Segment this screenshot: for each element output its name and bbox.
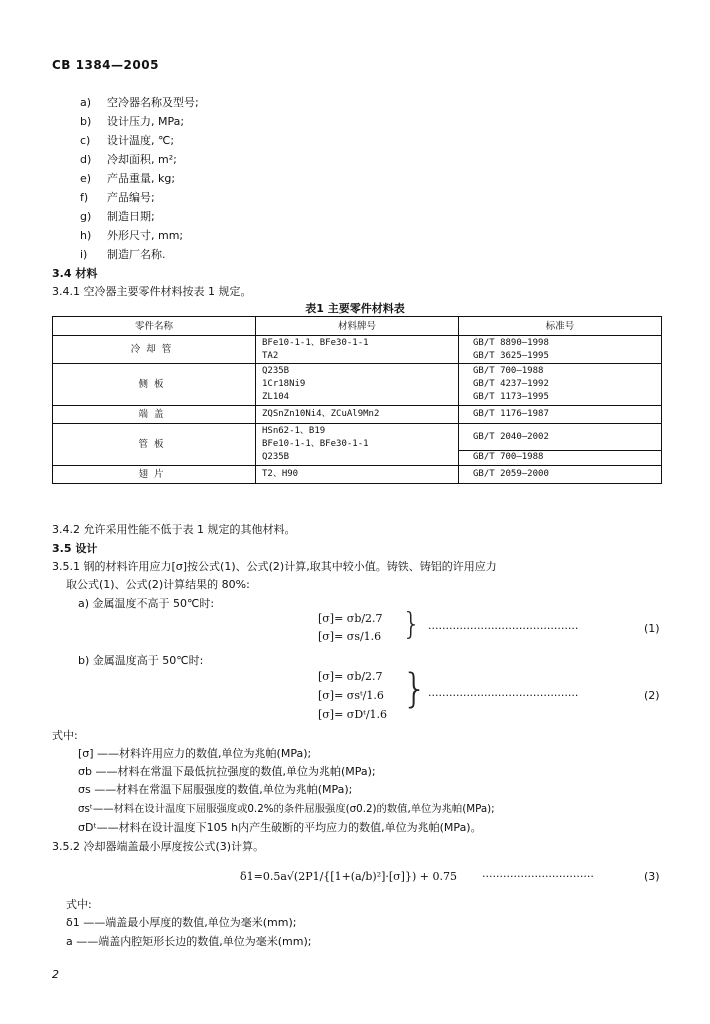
list-item: b) 设计压力, MPa; bbox=[80, 115, 185, 128]
paragraph: 3.5.2 冷却器端盖最小厚度按公式(3)计算。 bbox=[52, 840, 265, 853]
equation-number: (3) bbox=[644, 870, 660, 883]
case-label: a) 金属温度不高于 50℃时: bbox=[78, 597, 215, 610]
list-item: c) 设计温度, ℃; bbox=[80, 134, 175, 147]
list-item: i) 制造厂名称. bbox=[80, 248, 166, 261]
list-item: g) 制造日期; bbox=[80, 210, 155, 223]
formula-line: [σ]= σb/2.7 bbox=[318, 670, 383, 683]
table-row bbox=[53, 424, 662, 466]
material-cell: BFe10-1-1、BFe30-1-1 TA2 bbox=[256, 336, 459, 364]
formula-line: [σ]= σDᵗ/1.6 bbox=[318, 708, 388, 721]
standard-cell: GB/T 2040—2002 GB/T 700—1988 bbox=[459, 424, 662, 466]
part-name-cell: 管板 bbox=[53, 424, 256, 466]
table-row bbox=[53, 406, 662, 424]
leader-dots: ··········································· bbox=[428, 622, 579, 635]
doc-header: CB 1384—2005 bbox=[52, 58, 159, 72]
part-name-cell: 侧板 bbox=[53, 364, 256, 406]
section-heading: 3.5 设计 bbox=[52, 542, 98, 555]
standard-cell: GB/T 8890—1998 GB/T 3625—1995 bbox=[459, 336, 662, 364]
column-header: 标准号 bbox=[459, 317, 662, 336]
material-cell: ZQSnZn10Ni4、ZCuAl9Mn2 bbox=[256, 406, 459, 424]
table-row bbox=[53, 336, 662, 364]
definition: δ1 ——端盖最小厚度的数值,单位为毫米(mm); bbox=[66, 916, 297, 929]
list-item: f) 产品编号; bbox=[80, 191, 155, 204]
material-cell: T2、H90 bbox=[256, 466, 459, 484]
table-title: 表1 主要零件材料表 bbox=[305, 302, 405, 315]
equation-number: (1) bbox=[644, 622, 660, 635]
part-name-cell: 翅片 bbox=[53, 466, 256, 484]
table-row bbox=[53, 466, 662, 484]
definition: σs ——材料在常温下屈服强度的数值,单位为兆帕(MPa); bbox=[78, 783, 353, 796]
page-number: 2 bbox=[52, 968, 59, 981]
definition: [σ] ——材料许用应力的数值,单位为兆帕(MPa); bbox=[78, 747, 312, 760]
table-row bbox=[53, 364, 662, 406]
table-header-row bbox=[53, 317, 662, 336]
brace-symbol: } bbox=[402, 666, 428, 712]
list-item: h) 外形尺寸, mm; bbox=[80, 229, 184, 242]
paragraph: 3.5.1 钢的材料许用应力[σ]按公式(1)、公式(2)计算,取其中较小值。铸铁、铸铝的许用应力 bbox=[52, 560, 497, 573]
definition: σDᵗ——材料在设计温度下105 h内产生破断的平均应力的数值,单位为兆帕(MPa)。 bbox=[78, 821, 482, 834]
list-item: d) 冷却面积, m²; bbox=[80, 153, 177, 166]
standard-cell: GB/T 2059—2000 bbox=[459, 466, 662, 484]
part-name-cell: 冷却管 bbox=[53, 336, 256, 364]
column-header: 零件名称 bbox=[53, 317, 256, 336]
brace-symbol: } bbox=[402, 607, 422, 642]
leader-dots: ································ bbox=[482, 870, 594, 883]
list-item: a) 空冷器名称及型号; bbox=[80, 96, 199, 109]
paragraph: 取公式(1)、公式(2)计算结果的 80%: bbox=[66, 578, 250, 591]
list-item: e) 产品重量, kg; bbox=[80, 172, 176, 185]
column-header: 材料牌号 bbox=[256, 317, 459, 336]
definition: a ——端盖内腔矩形长边的数值,单位为毫米(mm); bbox=[66, 935, 312, 948]
paragraph: 3.4.1 空冷器主要零件材料按表 1 规定。 bbox=[52, 285, 252, 298]
leader-dots: ··········································· bbox=[428, 689, 579, 702]
formula-line: [σ]= σb/2.7 bbox=[318, 612, 383, 625]
equation-number: (2) bbox=[644, 689, 660, 702]
material-cell: HSn62-1、B19 BFe10-1-1、BFe30-1-1 Q235B bbox=[256, 424, 459, 466]
material-cell: Q235B 1Cr18Ni9 ZL104 bbox=[256, 364, 459, 406]
part-name-cell: 端盖 bbox=[53, 406, 256, 424]
definition: σb ——材料在常温下最低抗拉强度的数值,单位为兆帕(MPa); bbox=[78, 765, 376, 778]
case-label: b) 金属温度高于 50℃时: bbox=[78, 654, 204, 667]
paragraph: 3.4.2 允许采用性能不低于表 1 规定的其他材料。 bbox=[52, 523, 296, 536]
section-heading: 3.4 材料 bbox=[52, 267, 98, 280]
formula-line: [σ]= σs/1.6 bbox=[318, 630, 382, 643]
standard-cell: GB/T 700—1988 GB/T 4237—1992 GB/T 1173—1995 bbox=[459, 364, 662, 406]
standard-cell: GB/T 1176—1987 bbox=[459, 406, 662, 424]
formula-line: [σ]= σsᵗ/1.6 bbox=[318, 689, 384, 702]
where-label: 式中: bbox=[66, 898, 92, 911]
materials-table bbox=[52, 316, 662, 484]
definition: σsᵗ——材料在设计温度下屈服强度或0.2%的条件屈服强度(σ0.2)的数值,单位为兆帕(MPa); bbox=[78, 803, 495, 815]
formula-line: δ1=0.5a√(2P1/{[1+(a/b)²]·[σ]}) + 0.75 bbox=[240, 870, 457, 883]
where-label: 式中: bbox=[52, 729, 78, 742]
